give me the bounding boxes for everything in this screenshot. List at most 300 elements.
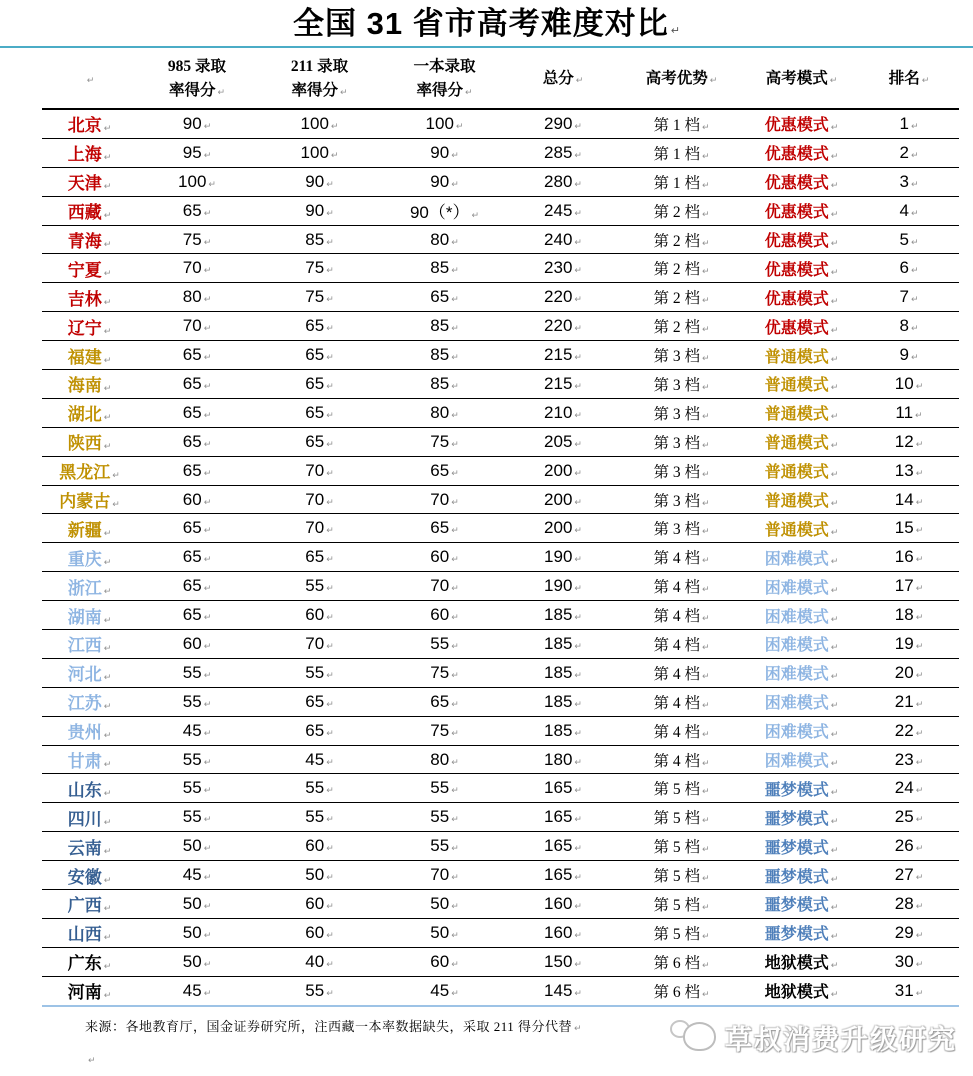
cell-score-211: 60 ↵	[257, 601, 382, 630]
cell-score-yiben: 80 ↵	[382, 398, 507, 427]
cell-advantage: 第 2 档 ↵	[619, 283, 744, 312]
table-row	[42, 138, 959, 167]
cell-rank: 29 ↵	[859, 918, 959, 947]
cell-advantage: 第 1 档 ↵	[619, 109, 744, 138]
cell-advantage: 第 4 档 ↵	[619, 687, 744, 716]
cell-total: 210 ↵	[507, 398, 619, 427]
header-row	[42, 50, 959, 109]
cell-score-985: 65 ↵	[137, 341, 257, 370]
cell-rank: 23 ↵	[859, 745, 959, 774]
cell-mode: 困难模式 ↵	[744, 687, 859, 716]
cell-total: 230 ↵	[507, 254, 619, 283]
cell-score-985: 65 ↵	[137, 398, 257, 427]
cell-score-985: 75 ↵	[137, 225, 257, 254]
cell-total: 185 ↵	[507, 601, 619, 630]
cell-advantage: 第 3 档 ↵	[619, 456, 744, 485]
cell-total: 165 ↵	[507, 803, 619, 832]
cell-score-yiben: 90（*） ↵	[382, 196, 507, 225]
cell-mode: 优惠模式 ↵	[744, 196, 859, 225]
cell-total: 200 ↵	[507, 456, 619, 485]
cell-mode: 地狱模式 ↵	[744, 947, 859, 976]
table-row	[42, 745, 959, 774]
col-header-score-985: 985 录取 率得分 ↵	[137, 50, 257, 109]
cell-mode: 普通模式 ↵	[744, 514, 859, 543]
cell-advantage: 第 3 档 ↵	[619, 398, 744, 427]
cell-score-985: 70 ↵	[137, 312, 257, 341]
cell-rank: 3 ↵	[859, 167, 959, 196]
brand-name: 草叔消费升级研究	[725, 1025, 957, 1055]
cell-score-211: 50 ↵	[257, 861, 382, 890]
cell-score-985: 65 ↵	[137, 601, 257, 630]
table-row	[42, 370, 959, 399]
table-row	[42, 861, 959, 890]
cell-rank: 1 ↵	[859, 109, 959, 138]
cell-advantage: 第 5 档 ↵	[619, 861, 744, 890]
cell-mode: 优惠模式 ↵	[744, 254, 859, 283]
table-row	[42, 687, 959, 716]
cell-rank: 5 ↵	[859, 225, 959, 254]
cell-score-211: 75 ↵	[257, 283, 382, 312]
cell-total: 190 ↵	[507, 543, 619, 572]
cell-province: 内蒙古 ↵	[42, 485, 137, 514]
cell-province: 辽宁 ↵	[42, 312, 137, 341]
cell-score-yiben: 70 ↵	[382, 861, 507, 890]
cell-advantage: 第 4 档 ↵	[619, 543, 744, 572]
cell-score-yiben: 45 ↵	[382, 976, 507, 1005]
cell-score-985: 45 ↵	[137, 861, 257, 890]
cell-score-yiben: 60 ↵	[382, 947, 507, 976]
cell-score-211: 60 ↵	[257, 918, 382, 947]
cell-rank: 8 ↵	[859, 312, 959, 341]
cell-total: 185 ↵	[507, 687, 619, 716]
cell-score-211: 60 ↵	[257, 890, 382, 919]
col-header-score-211: 211 录取 率得分 ↵	[257, 50, 382, 109]
cell-total: 165 ↵	[507, 861, 619, 890]
cell-score-211: 65 ↵	[257, 398, 382, 427]
cell-province: 浙江 ↵	[42, 572, 137, 601]
cell-score-yiben: 85 ↵	[382, 312, 507, 341]
source-note	[85, 1016, 582, 1035]
cell-province: 甘肃 ↵	[42, 745, 137, 774]
cell-score-211: 45 ↵	[257, 745, 382, 774]
cell-advantage: 第 4 档 ↵	[619, 658, 744, 687]
cell-advantage: 第 4 档 ↵	[619, 716, 744, 745]
cell-advantage: 第 1 档 ↵	[619, 167, 744, 196]
cell-score-211: 70 ↵	[257, 456, 382, 485]
cell-rank: 4 ↵	[859, 196, 959, 225]
cell-province: 广东 ↵	[42, 947, 137, 976]
cell-advantage: 第 2 档 ↵	[619, 225, 744, 254]
cell-province: 安徽 ↵	[42, 861, 137, 890]
cell-rank: 27 ↵	[859, 861, 959, 890]
cell-advantage: 第 1 档 ↵	[619, 138, 744, 167]
table-row	[42, 716, 959, 745]
table-row	[42, 601, 959, 630]
cell-province: 北京 ↵	[42, 109, 137, 138]
cell-province: 福建 ↵	[42, 341, 137, 370]
cell-score-211: 65 ↵	[257, 427, 382, 456]
cell-province: 青海 ↵	[42, 225, 137, 254]
table-row	[42, 167, 959, 196]
cell-province: 广西 ↵	[42, 890, 137, 919]
cell-total: 160 ↵	[507, 890, 619, 919]
cell-mode: 优惠模式 ↵	[744, 312, 859, 341]
cell-total: 220 ↵	[507, 283, 619, 312]
cell-total: 290 ↵	[507, 109, 619, 138]
cell-rank: 6 ↵	[859, 254, 959, 283]
cell-score-985: 70 ↵	[137, 254, 257, 283]
cell-score-yiben: 50 ↵	[382, 890, 507, 919]
cell-advantage: 第 4 档 ↵	[619, 572, 744, 601]
cell-province: 云南 ↵	[42, 832, 137, 861]
cell-score-985: 65 ↵	[137, 456, 257, 485]
cell-advantage: 第 5 档 ↵	[619, 890, 744, 919]
cell-province: 河北 ↵	[42, 658, 137, 687]
cell-score-985: 50 ↵	[137, 832, 257, 861]
cell-total: 160 ↵	[507, 918, 619, 947]
cell-score-yiben: 85 ↵	[382, 254, 507, 283]
cell-score-211: 60 ↵	[257, 832, 382, 861]
cell-score-211: 100 ↵	[257, 138, 382, 167]
cell-score-211: 55 ↵	[257, 976, 382, 1005]
cell-rank: 2 ↵	[859, 138, 959, 167]
cell-score-yiben: 65 ↵	[382, 456, 507, 485]
cell-mode: 噩梦模式 ↵	[744, 918, 859, 947]
cell-advantage: 第 2 档 ↵	[619, 312, 744, 341]
cell-score-985: 55 ↵	[137, 687, 257, 716]
cell-advantage: 第 4 档 ↵	[619, 601, 744, 630]
title-divider	[0, 46, 973, 48]
cell-score-yiben: 55 ↵	[382, 774, 507, 803]
cell-score-yiben: 65 ↵	[382, 514, 507, 543]
cell-rank: 21 ↵	[859, 687, 959, 716]
table-row	[42, 918, 959, 947]
table-row	[42, 312, 959, 341]
cell-mode: 优惠模式 ↵	[744, 283, 859, 312]
cell-score-211: 90 ↵	[257, 167, 382, 196]
cell-mode: 优惠模式 ↵	[744, 225, 859, 254]
cell-score-yiben: 65 ↵	[382, 283, 507, 312]
cell-province: 新疆 ↵	[42, 514, 137, 543]
cell-score-985: 55 ↵	[137, 803, 257, 832]
cell-total: 185 ↵	[507, 716, 619, 745]
cell-total: 190 ↵	[507, 572, 619, 601]
speech-bubble-big	[683, 1022, 716, 1051]
cell-score-211: 65 ↵	[257, 716, 382, 745]
cell-score-985: 55 ↵	[137, 658, 257, 687]
cell-score-211: 55 ↵	[257, 572, 382, 601]
cell-total: 185 ↵	[507, 658, 619, 687]
cell-score-211: 70 ↵	[257, 514, 382, 543]
cell-mode: 地狱模式 ↵	[744, 976, 859, 1005]
cell-rank: 17 ↵	[859, 572, 959, 601]
table-row	[42, 947, 959, 976]
cell-score-yiben: 100 ↵	[382, 109, 507, 138]
title-row	[0, 0, 973, 45]
cell-score-yiben: 65 ↵	[382, 687, 507, 716]
cell-score-yiben: 85 ↵	[382, 370, 507, 399]
cell-mode: 普通模式 ↵	[744, 456, 859, 485]
cell-total: 285 ↵	[507, 138, 619, 167]
table-row	[42, 456, 959, 485]
gaokao-difficulty-table	[42, 50, 959, 1007]
cell-total: 220 ↵	[507, 312, 619, 341]
cell-province: 宁夏 ↵	[42, 254, 137, 283]
cell-province: 重庆 ↵	[42, 543, 137, 572]
cell-mode: 普通模式 ↵	[744, 370, 859, 399]
cell-score-211: 55 ↵	[257, 803, 382, 832]
cell-mode: 优惠模式 ↵	[744, 167, 859, 196]
table-row	[42, 832, 959, 861]
cell-score-211: 65 ↵	[257, 312, 382, 341]
cell-total: 200 ↵	[507, 514, 619, 543]
cell-mode: 困难模式 ↵	[744, 601, 859, 630]
cell-total: 165 ↵	[507, 774, 619, 803]
cell-score-yiben: 90 ↵	[382, 138, 507, 167]
cell-score-211: 70 ↵	[257, 485, 382, 514]
table-row	[42, 774, 959, 803]
table-row	[42, 225, 959, 254]
table-row	[42, 976, 959, 1005]
cell-mode: 优惠模式 ↵	[744, 109, 859, 138]
cell-advantage: 第 2 档 ↵	[619, 196, 744, 225]
table-row	[42, 890, 959, 919]
cell-score-211: 85 ↵	[257, 225, 382, 254]
cell-advantage: 第 3 档 ↵	[619, 370, 744, 399]
cell-score-yiben: 70 ↵	[382, 485, 507, 514]
cell-province: 湖北 ↵	[42, 398, 137, 427]
cell-advantage: 第 3 档 ↵	[619, 514, 744, 543]
cell-score-211: 75 ↵	[257, 254, 382, 283]
cell-score-985: 45 ↵	[137, 976, 257, 1005]
table-row	[42, 485, 959, 514]
cell-score-985: 65 ↵	[137, 514, 257, 543]
table-row	[42, 196, 959, 225]
cell-province: 山西 ↵	[42, 918, 137, 947]
cell-score-yiben: 55 ↵	[382, 803, 507, 832]
cell-score-yiben: 80 ↵	[382, 225, 507, 254]
cell-rank: 22 ↵	[859, 716, 959, 745]
cell-advantage: 第 5 档 ↵	[619, 803, 744, 832]
cell-mode: 困难模式 ↵	[744, 630, 859, 659]
cell-score-yiben: 60 ↵	[382, 601, 507, 630]
cell-province: 贵州 ↵	[42, 716, 137, 745]
cell-rank: 26 ↵	[859, 832, 959, 861]
cell-rank: 28 ↵	[859, 890, 959, 919]
cell-mode: 普通模式 ↵	[744, 427, 859, 456]
table-row	[42, 630, 959, 659]
cell-score-985: 55 ↵	[137, 745, 257, 774]
cell-total: 145 ↵	[507, 976, 619, 1005]
cell-mode: 困难模式 ↵	[744, 572, 859, 601]
cell-rank: 24 ↵	[859, 774, 959, 803]
cell-mode: 困难模式 ↵	[744, 543, 859, 572]
cell-score-211: 70 ↵	[257, 630, 382, 659]
cell-score-211: 55 ↵	[257, 658, 382, 687]
cell-province: 黑龙江 ↵	[42, 456, 137, 485]
cell-score-985: 65 ↵	[137, 572, 257, 601]
cell-rank: 20 ↵	[859, 658, 959, 687]
cell-score-yiben: 70 ↵	[382, 572, 507, 601]
line-break-mark: ↵	[670, 24, 680, 37]
cell-province: 上海 ↵	[42, 138, 137, 167]
table-row	[42, 803, 959, 832]
cell-advantage: 第 3 档 ↵	[619, 341, 744, 370]
table-row	[42, 543, 959, 572]
cell-score-985: 50 ↵	[137, 918, 257, 947]
line-break-mark: ↵	[88, 1056, 96, 1066]
cell-advantage: 第 4 档 ↵	[619, 745, 744, 774]
col-header-province: ↵	[42, 50, 137, 109]
cell-advantage: 第 2 档 ↵	[619, 254, 744, 283]
cell-rank: 9 ↵	[859, 341, 959, 370]
cell-province: 江西 ↵	[42, 630, 137, 659]
cell-province: 陕西 ↵	[42, 427, 137, 456]
cell-rank: 19 ↵	[859, 630, 959, 659]
cell-mode: 噩梦模式 ↵	[744, 861, 859, 890]
cell-mode: 普通模式 ↵	[744, 341, 859, 370]
table-row	[42, 398, 959, 427]
cell-rank: 30 ↵	[859, 947, 959, 976]
cell-advantage: 第 5 档 ↵	[619, 832, 744, 861]
cell-total: 200 ↵	[507, 485, 619, 514]
cell-score-yiben: 75 ↵	[382, 716, 507, 745]
cell-rank: 14 ↵	[859, 485, 959, 514]
cell-mode: 噩梦模式 ↵	[744, 803, 859, 832]
cell-score-985: 100 ↵	[137, 167, 257, 196]
cell-score-211: 90 ↵	[257, 196, 382, 225]
cell-score-985: 55 ↵	[137, 774, 257, 803]
cell-total: 165 ↵	[507, 832, 619, 861]
cell-province: 湖南 ↵	[42, 601, 137, 630]
cell-total: 215 ↵	[507, 370, 619, 399]
table-row	[42, 283, 959, 312]
cell-total: 205 ↵	[507, 427, 619, 456]
cell-advantage: 第 4 档 ↵	[619, 630, 744, 659]
cell-rank: 25 ↵	[859, 803, 959, 832]
cell-advantage: 第 6 档 ↵	[619, 947, 744, 976]
col-header-total: 总分 ↵	[507, 50, 619, 109]
cell-mode: 困难模式 ↵	[744, 658, 859, 687]
cell-score-yiben: 60 ↵	[382, 543, 507, 572]
cell-province: 四川 ↵	[42, 803, 137, 832]
cell-total: 215 ↵	[507, 341, 619, 370]
cell-rank: 7 ↵	[859, 283, 959, 312]
cell-score-yiben: 75 ↵	[382, 427, 507, 456]
cell-rank: 10 ↵	[859, 370, 959, 399]
cell-score-211: 65 ↵	[257, 543, 382, 572]
cell-mode: 噩梦模式 ↵	[744, 832, 859, 861]
table-row	[42, 341, 959, 370]
cell-mode: 噩梦模式 ↵	[744, 774, 859, 803]
cell-province: 天津 ↵	[42, 167, 137, 196]
cell-score-yiben: 55 ↵	[382, 832, 507, 861]
brand-watermark	[670, 1018, 957, 1057]
cell-score-985: 90 ↵	[137, 109, 257, 138]
cell-total: 185 ↵	[507, 630, 619, 659]
cell-rank: 15 ↵	[859, 514, 959, 543]
cell-advantage: 第 3 档 ↵	[619, 427, 744, 456]
cell-score-985: 60 ↵	[137, 630, 257, 659]
table-row	[42, 109, 959, 138]
cell-mode: 困难模式 ↵	[744, 716, 859, 745]
cell-rank: 16 ↵	[859, 543, 959, 572]
cell-province: 吉林 ↵	[42, 283, 137, 312]
cell-score-yiben: 90 ↵	[382, 167, 507, 196]
table-row	[42, 427, 959, 456]
cell-advantage: 第 5 档 ↵	[619, 774, 744, 803]
cell-score-211: 55 ↵	[257, 774, 382, 803]
cell-score-985: 50 ↵	[137, 947, 257, 976]
cell-score-211: 100 ↵	[257, 109, 382, 138]
cell-total: 280 ↵	[507, 167, 619, 196]
cell-province: 江苏 ↵	[42, 687, 137, 716]
cell-total: 245 ↵	[507, 196, 619, 225]
cell-score-yiben: 80 ↵	[382, 745, 507, 774]
cell-province: 山东 ↵	[42, 774, 137, 803]
cell-mode: 优惠模式 ↵	[744, 138, 859, 167]
cell-total: 240 ↵	[507, 225, 619, 254]
table-row	[42, 572, 959, 601]
table-row	[42, 254, 959, 283]
cell-score-985: 95 ↵	[137, 138, 257, 167]
cell-rank: 11 ↵	[859, 398, 959, 427]
cell-mode: 普通模式 ↵	[744, 398, 859, 427]
cell-score-985: 65 ↵	[137, 370, 257, 399]
cell-score-yiben: 85 ↵	[382, 341, 507, 370]
cell-province: 海南 ↵	[42, 370, 137, 399]
cell-score-985: 80 ↵	[137, 283, 257, 312]
cell-advantage: 第 3 档 ↵	[619, 485, 744, 514]
cell-score-985: 60 ↵	[137, 485, 257, 514]
cell-total: 150 ↵	[507, 947, 619, 976]
cell-score-yiben: 55 ↵	[382, 630, 507, 659]
cell-rank: 18 ↵	[859, 601, 959, 630]
cell-advantage: 第 5 档 ↵	[619, 918, 744, 947]
col-header-advantage: 高考优势 ↵	[619, 50, 744, 109]
cell-score-211: 40 ↵	[257, 947, 382, 976]
cell-score-yiben: 50 ↵	[382, 918, 507, 947]
source-note-text: 来源：各地教育厅，国金证券研究所，注西藏一本率数据缺失，采取 211 得分代替	[85, 1019, 573, 1034]
cell-total: 180 ↵	[507, 745, 619, 774]
cell-score-yiben: 75 ↵	[382, 658, 507, 687]
cell-score-211: 65 ↵	[257, 687, 382, 716]
line-break-mark: ↵	[574, 1024, 583, 1034]
cell-mode: 困难模式 ↵	[744, 745, 859, 774]
cell-rank: 13 ↵	[859, 456, 959, 485]
cell-rank: 12 ↵	[859, 427, 959, 456]
cell-mode: 噩梦模式 ↵	[744, 890, 859, 919]
cell-province: 西藏 ↵	[42, 196, 137, 225]
table-row	[42, 514, 959, 543]
wechat-logo-icon	[670, 1020, 716, 1056]
cell-score-985: 65 ↵	[137, 196, 257, 225]
cell-score-985: 45 ↵	[137, 716, 257, 745]
cell-province: 河南 ↵	[42, 976, 137, 1005]
cell-mode: 普通模式 ↵	[744, 485, 859, 514]
cell-score-985: 50 ↵	[137, 890, 257, 919]
page-title: 全国 31 省市高考难度对比	[293, 6, 669, 41]
cell-score-985: 65 ↵	[137, 543, 257, 572]
cell-score-211: 65 ↵	[257, 370, 382, 399]
col-header-rank: 排名 ↵	[859, 50, 959, 109]
cell-rank: 31 ↵	[859, 976, 959, 1005]
cell-score-211: 65 ↵	[257, 341, 382, 370]
cell-advantage: 第 6 档 ↵	[619, 976, 744, 1005]
col-header-score-yiben: 一本录取 率得分 ↵	[382, 50, 507, 109]
cell-score-985: 65 ↵	[137, 427, 257, 456]
col-header-mode: 高考模式 ↵	[744, 50, 859, 109]
